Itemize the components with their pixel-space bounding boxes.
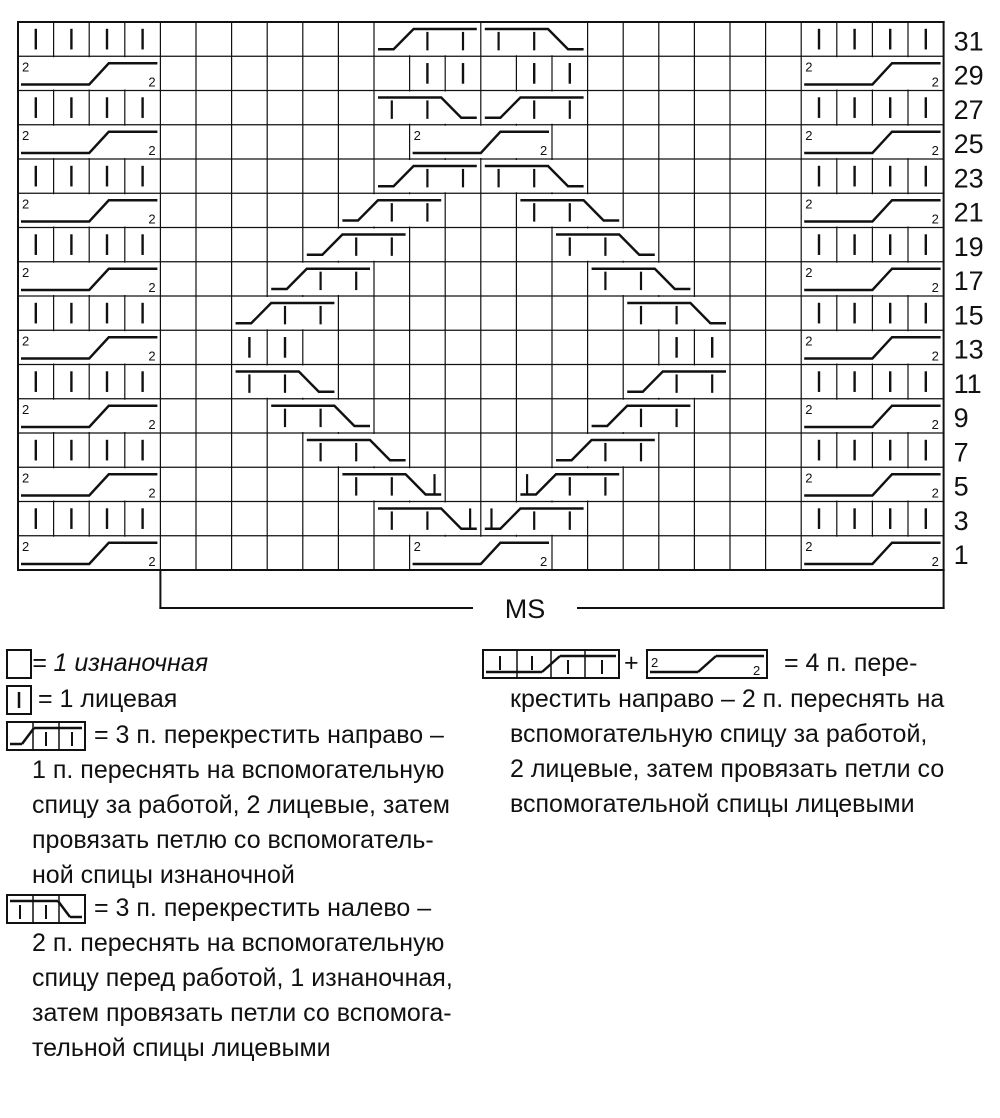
knit-symbol [6,684,36,718]
cable-count-label: 2 [931,143,939,158]
cable-count-label: 2 [413,127,421,143]
legend-cross-right-3-line1: = 3 п. перекрестить направо – [94,721,444,749]
row-number: 1 [953,540,969,570]
legend-cross-left-3-line5: тельной спицы лицевыми [32,1034,331,1062]
legend-cross-right-4-plus: + [624,649,639,677]
legend-cross-right-3-line2: 1 п. переснять на вспомогательную [32,756,445,784]
row-number: 29 [953,60,984,91]
legend-cross-right-3-line4: провязать петлю со вспомогатель- [32,826,434,854]
cable-count-label: 2 [805,401,813,417]
cable-count-label: 2 [931,211,939,227]
cable-count-label: 2 [148,280,156,295]
row-number: 15 [953,300,984,331]
repeat-label: MS [504,594,546,624]
legend-cross-right-3-line5: ной спицы изнаночной [32,861,295,889]
cable-count-label: 2 [148,417,156,432]
cable-count-label: 2 [22,196,30,212]
cable-count-label: 2 [805,264,813,280]
row-number: 23 [953,163,984,194]
row-number: 31 [953,26,984,57]
cable-count-label: 2 [805,470,813,486]
legend-knit-text: = 1 лицевая [38,685,178,713]
row-number: 17 [953,266,984,296]
row-number: 21 [953,197,984,228]
cable-count-label: 2 [22,264,30,280]
svg-text:2: 2 [753,663,761,678]
cross-right-4-symbol-b [646,648,770,682]
legend-cross-right-4-line2: крестить направо – 2 п. переснять на [510,685,945,713]
row-number: 19 [953,231,984,262]
cable-count-label: 2 [22,470,30,486]
cable-count-label: 2 [931,74,939,90]
row-number: 11 [953,368,982,399]
cable-count-label: 2 [22,127,30,143]
cable-count-label: 2 [931,348,939,364]
row-number: 9 [953,403,969,433]
legend-cross-left-3-line2: 2 п. переснять на вспомогательную [32,929,445,957]
cable-count-label: 2 [931,554,939,569]
cross-right-3-symbol [6,720,88,754]
row-number: 3 [953,505,969,536]
row-number: 5 [953,471,969,502]
cable-count-label: 2 [148,485,156,501]
cable-count-label: 2 [22,333,30,349]
cable-count-label: 2 [148,348,156,364]
legend-cross-right-4-line5: вспомогательной спицы лицевыми [510,790,915,818]
cable-count-label: 2 [22,538,30,554]
cable-count-label: 2 [148,211,156,227]
cable-count-label: 2 [931,417,939,432]
row-number: 25 [953,129,984,159]
cable-count-label: 2 [931,280,939,295]
cable-count-label: 2 [540,554,548,569]
legend-cross-right-4-line4: 2 лицевые, затем провязать петли со [510,755,945,783]
legend-cross-left-3-line4: затем провязать петли со вспомога- [32,999,452,1027]
cable-count-label: 2 [22,59,30,75]
row-number: 27 [953,94,984,125]
cable-count-label: 2 [540,143,548,158]
cable-count-label: 2 [805,196,813,212]
legend-cross-right-3-line3: спицу за работой, 2 лицевые, затем [32,791,450,819]
cable-count-label: 2 [805,127,813,143]
legend-purl-text: = 1 изнаночная [32,649,209,677]
cable-count-label: 2 [148,143,156,158]
cable-count-label: 2 [805,59,813,75]
legend-cross-left-3-line1: = 3 п. перекрестить налево – [94,894,432,922]
cross-left-3-symbol [6,893,88,927]
cable-count-label: 2 [931,485,939,501]
svg-text:2: 2 [651,655,659,670]
cable-count-label: 2 [805,333,813,349]
legend-cross-right-4-line1: = 4 п. пере- [784,649,918,677]
cable-count-label: 2 [22,401,30,417]
cable-count-label: 2 [805,538,813,554]
cable-count-label: 2 [148,74,156,90]
row-number: 7 [953,437,969,468]
row-number: 13 [953,334,984,365]
legend-cross-left-3-line3: спицу перед работой, 1 изнаночная, [32,964,453,992]
cable-count-label: 2 [148,554,156,569]
cable-count-label: 2 [413,538,421,554]
legend-cross-right-4-line3: вспомогательную спицу за работой, [510,720,928,748]
cross-right-4-symbol-a [482,648,622,682]
